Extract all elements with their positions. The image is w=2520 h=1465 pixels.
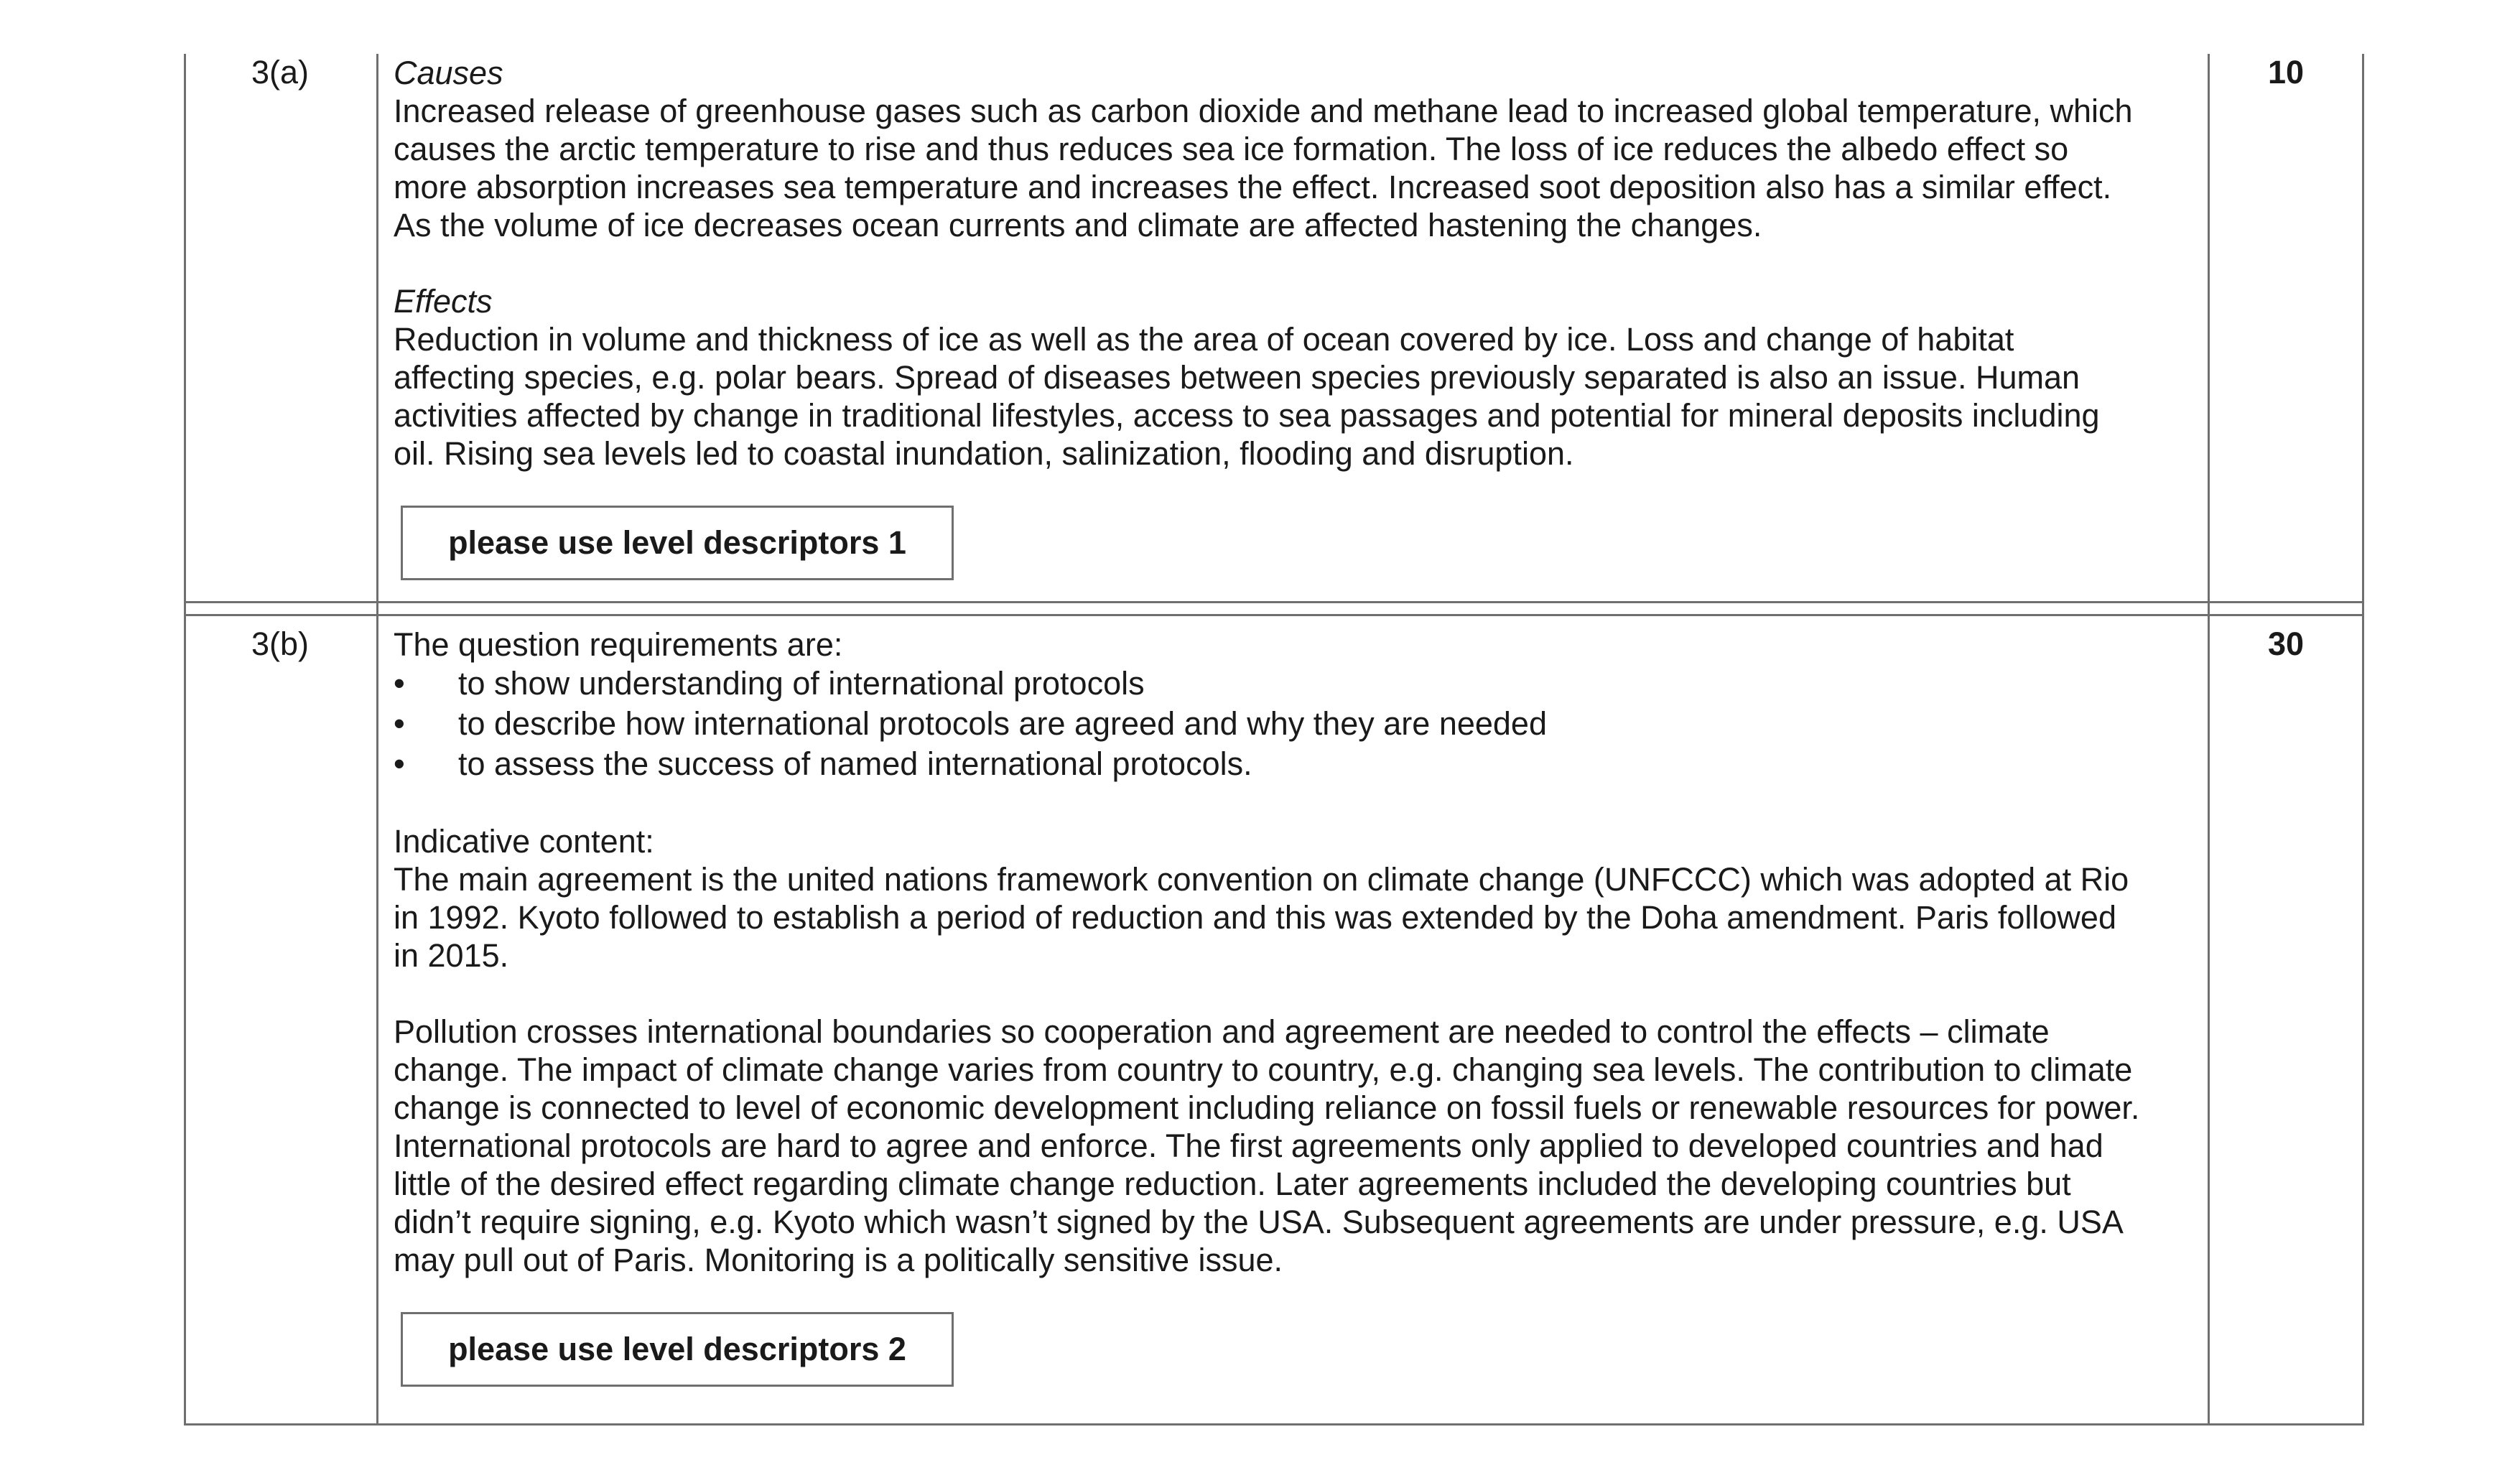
paragraph-line: The main agreement is the united nations framework convention on climate change (UNFCCC) which was adopted at Rio bbox=[394, 861, 2129, 898]
paragraph-line: in 1992. Kyoto followed to establish a period of reduction and this was extended by the Doha amendment. Paris followed bbox=[394, 899, 2116, 936]
effects-line: affecting species, e.g. polar bears. Spread of diseases between species previously separated is also an issue. Human bbox=[394, 359, 2080, 396]
level-descriptors-box: please use level descriptors 1 bbox=[401, 506, 954, 580]
marks-value: 10 bbox=[2267, 54, 2305, 90]
table-border-left bbox=[184, 54, 186, 1426]
paragraph-line: may pull out of Paris. Monitoring is a politically sensitive issue. bbox=[394, 1242, 1283, 1278]
question-number: 3(b) bbox=[251, 625, 310, 662]
effects-line: oil. Rising sea levels led to coastal inundation, salinization, flooding and disruption. bbox=[394, 435, 1574, 472]
bullet-icon: • bbox=[394, 745, 405, 782]
marks-value: 30 bbox=[2267, 625, 2305, 662]
indicative-heading: Indicative content: bbox=[394, 823, 654, 860]
causes-line: more absorption increases sea temperature and increases the effect. Increased soot deposition also has a similar effect. bbox=[394, 169, 2112, 205]
question-number: 3(a) bbox=[251, 54, 310, 90]
column-divider-question bbox=[376, 54, 378, 1426]
paragraph-line: in 2015. bbox=[394, 937, 509, 974]
paragraph-line: didn’t require signing, e.g. Kyoto which wasn’t signed by the USA. Subsequent agreements are under pressure, e.g. USA bbox=[394, 1204, 2124, 1240]
effects-line: Reduction in volume and thickness of ice as well as the area of ocean covered by ice. Loss and change of habitat bbox=[394, 321, 2014, 358]
causes-line: As the volume of ice decreases ocean currents and climate are affected hastening the changes. bbox=[394, 207, 1762, 243]
list-item: • to describe how international protocols are agreed and why they are needed bbox=[394, 704, 2175, 744]
paragraph-line: International protocols are hard to agree and enforce. The first agreements only applied to developed countries and had bbox=[394, 1127, 2103, 1164]
answer-cell-3a bbox=[394, 54, 2175, 580]
list-item: • to assess the success of named international protocols. bbox=[394, 744, 2175, 784]
causes-line: Increased release of greenhouse gases such as carbon dioxide and methane lead to increased global temperature, which bbox=[394, 93, 2133, 129]
requirements-list bbox=[394, 664, 2175, 784]
effects-heading: Effects bbox=[394, 283, 493, 320]
list-item: • to show understanding of international protocols bbox=[394, 664, 2175, 704]
paragraph-line: Pollution crosses international boundaries so cooperation and agreement are needed to control the effects – climate bbox=[394, 1013, 2050, 1050]
table-border-bottom bbox=[184, 1423, 2364, 1426]
causes-heading: Causes bbox=[394, 55, 503, 91]
table-border-right bbox=[2362, 54, 2364, 1426]
row-separator-top bbox=[184, 601, 2364, 603]
answer-cell-3b bbox=[394, 625, 2175, 1387]
row-separator-bottom bbox=[184, 614, 2364, 616]
paragraph-line: change is connected to level of economic development including reliance on fossil fuels or renewable resources for power. bbox=[394, 1089, 2140, 1126]
requirements-intro: The question requirements are: bbox=[394, 626, 843, 663]
mark-scheme-table bbox=[184, 54, 2364, 1426]
causes-line: causes the arctic temperature to rise and thus reduces sea ice formation. The loss of ice reduces the albedo effect so bbox=[394, 131, 2069, 167]
bullet-icon: • bbox=[394, 705, 405, 742]
bullet-icon: • bbox=[394, 665, 405, 702]
column-divider-marks bbox=[2208, 54, 2210, 1426]
paragraph-line: little of the desired effect regarding climate change reduction. Later agreements included the developing countries but bbox=[394, 1166, 2071, 1202]
effects-line: activities affected by change in traditional lifestyles, access to sea passages and potential for mineral deposits including bbox=[394, 397, 2100, 434]
level-descriptors-box: please use level descriptors 2 bbox=[401, 1312, 954, 1387]
paragraph-line: change. The impact of climate change varies from country to country, e.g. changing sea levels. The contribution to climate bbox=[394, 1051, 2133, 1088]
